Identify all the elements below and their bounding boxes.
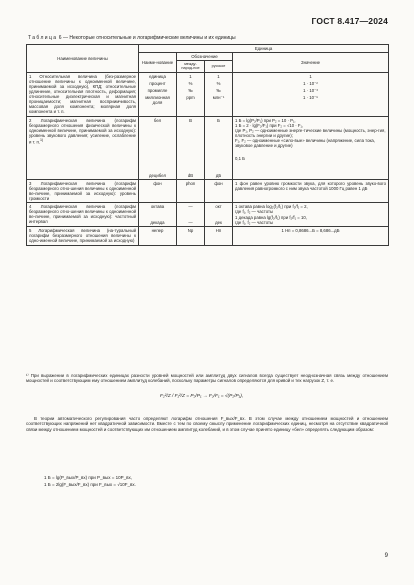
header-value: Значение (233, 53, 389, 73)
intl-designation: % (188, 80, 193, 86)
row-unit-names (139, 72, 177, 116)
unit-value: где P₁, P₂ — одноименные энерге-тические величины (мощность, энер-гия, плотность энергии и другие); (235, 127, 386, 138)
equation-line: 1 Б = lg(P_вых/P_вх) при P_вых = 10P_вх, (44, 475, 132, 480)
row-values (233, 72, 389, 116)
unit-name: миллионная доля (145, 94, 170, 105)
row-values (233, 203, 389, 227)
row-quantity: 4 Логарифмическая величина (логарифм безразмерного отно-шения величины к одноименной ве-личине, принимаемой за исходную): частотный интервал (27, 203, 139, 227)
table-row (27, 116, 389, 179)
intl-designation: — (188, 204, 193, 209)
unit-value: F₁, F₂ — одноименные «сило-вые» величины (напряжение, сила тока, звуковое давление и другие) (235, 137, 376, 148)
row-intl-designations (177, 116, 205, 179)
rus-designation: Нп (205, 227, 233, 245)
quantities-table (26, 44, 389, 246)
rus-designation: фон (205, 179, 233, 202)
unit-name: единица (149, 73, 166, 79)
header-designation: Обозначение (177, 53, 233, 61)
amplitude-formula: F₂²/Z / F₁²/Z = P₂/P₁ → F₂/F₁ = √(P₂/P₁), (160, 394, 244, 399)
rus-designation: дБ (215, 172, 222, 178)
unit-value: 1 Нп = 0,8686...Б = 8,686...дБ (233, 227, 389, 245)
unit-value: 1 декада равна lg(f₂/f₁) при f₂/f₁ = 10, (235, 215, 307, 221)
unit-name: процент (149, 80, 166, 86)
row-rus-designations (205, 72, 233, 116)
intl-designation: ‰ (188, 87, 193, 93)
header-unit: Единица (139, 45, 389, 53)
table-row (27, 203, 389, 227)
row-unit-names (139, 203, 177, 227)
row-quantity-text: 2 Логарифмическая величина (логарифм безразмерного отношения физической величины к одноименной величине, принимаемой за исходную): уровень звукового давления; усиление, ослабление и т. п. (29, 117, 136, 145)
footnote-ref: 1) (40, 137, 44, 142)
table-caption-text: 6 — Некоторые относительные и логарифмические величины и их единицы (58, 35, 236, 41)
row-quantity: 5 Логарифмическая величина (на-туральный логарифм безразмерного отношения величины к одно-именной величине, принимаемой за исходную) (27, 227, 139, 245)
row-values (233, 116, 389, 179)
unit-value: 1 Б = lg(P₂/P₁) при P₂ = 10 · P₁, (235, 117, 296, 123)
rus-designation: ‰ (216, 87, 221, 93)
unit-value: где f₁, f₂ — частоты (235, 220, 274, 226)
rus-designation: дек (215, 220, 222, 225)
unit-name: непер (139, 227, 177, 245)
page-number: 9 (384, 553, 388, 559)
header-russian: русское (205, 61, 233, 73)
row-intl-designations (177, 72, 205, 116)
bel-equations (44, 475, 136, 488)
rus-designation: млн⁻¹ (212, 94, 225, 100)
rus-designation: Б (217, 117, 220, 123)
unit-value: 1 октава равна log₂(f₂/f₁) при f₂/f₁ = 2, (235, 204, 308, 209)
unit-value: 1 · 10⁻³ (303, 87, 318, 93)
unit-value: 1 фон равен уровню громкости звука, для которого уровень звуко-вого давления равногромкого с ним звука частотой 1000 Гц равен 1 дБ (233, 179, 389, 202)
intl-designation: Np (177, 227, 205, 245)
intl-designation: ppm (186, 94, 195, 100)
intl-designation: phon (177, 179, 205, 202)
unit-value: 1 Б = 2 · lg(F₂/F₁) при F₂ = √10 · F₁, (235, 122, 304, 128)
unit-name: бел (153, 117, 162, 123)
row-unit-names (139, 116, 177, 179)
row-rus-designations (205, 116, 233, 179)
unit-name: децибел (149, 172, 166, 178)
table-row (27, 227, 389, 245)
table-caption (28, 35, 236, 41)
rus-designation: окт (215, 204, 222, 209)
intl-designation: — (188, 220, 193, 225)
rus-designation: 1 (217, 73, 220, 79)
table-footnote: ¹⁾ При выражении в логарифмических единицах разности уровней мощностей или амплитуд двух сигналов всегда существует неоднозначная связь между отношением мощностей и соответствующим ему отношением амплитуд колебаний, поскольку параметры сигналов определяются для кривой и тех нагрузок Z, т. е. (26, 373, 388, 384)
rus-designation: % (216, 80, 221, 86)
header-quantity: Наименование величины (27, 45, 139, 73)
unit-name: фон (139, 179, 177, 202)
document-standard-number: ГОСТ 8.417—2024 (311, 16, 388, 26)
row-quantity: 3 Логарифмическая величина (логарифм безразмерного отно-шения величины к одноименной ве-личине, принимаемой за исходную): уровень громкости (27, 179, 139, 202)
unit-name: октава (150, 204, 165, 209)
intl-designation: dB (187, 172, 194, 178)
row-quantity: 1 Относительная величина (без-размерное отношение величины к одноименной величине, принимаемой за исходную), КПД; относительные удлинение, относительная плотность, деформация; относительные диэлектрическая и магнитная проницаемости; магнитная восприимчивость, массовая доля компонента; молярная доля компонента и т. п. (27, 72, 139, 116)
table-caption-label: Таблица (28, 35, 58, 41)
row-quantity (27, 116, 139, 179)
table-row (27, 72, 389, 116)
intl-designation: B (189, 117, 192, 123)
unit-value: 1 (309, 73, 312, 79)
row-intl-designations (177, 203, 205, 227)
unit-value: 0,1 Б (235, 155, 245, 161)
row-rus-designations (205, 203, 233, 227)
table-row (27, 179, 389, 202)
table-header-row-1 (27, 45, 389, 53)
header-international: между-народ-ное (177, 61, 205, 73)
unit-name: декада (150, 220, 165, 225)
equation-line: 1 Б = 2lg(F_вых/F_вх) при F_вых = √10F_вх. (44, 481, 136, 487)
unit-value: 1 · 10⁻⁶ (303, 94, 319, 100)
unit-value: 1 · 10⁻² (303, 80, 318, 86)
unit-name: промилле (147, 87, 168, 93)
intl-designation: 1 (189, 73, 192, 79)
unit-value: где f₁, f₂ — частоты (235, 209, 274, 215)
body-paragraph: В теории автоматического регулирования часто определяют логарифм отношения F_вых/F_вх. В этом случае между отношением мощностей и отношением соответствующих напряжений нет квадратичной зависимости. Вместе с тем по своему смыслу применение логарифмических единиц, несмотря на отсутствие квадратичной связи между отношением мощностей и соответствующих им отношением амплитуд колебаний, и в этом случае принято единицу «бел» определять следующим образом: (26, 416, 388, 432)
header-unit-name: Наиме-нование (139, 53, 177, 73)
